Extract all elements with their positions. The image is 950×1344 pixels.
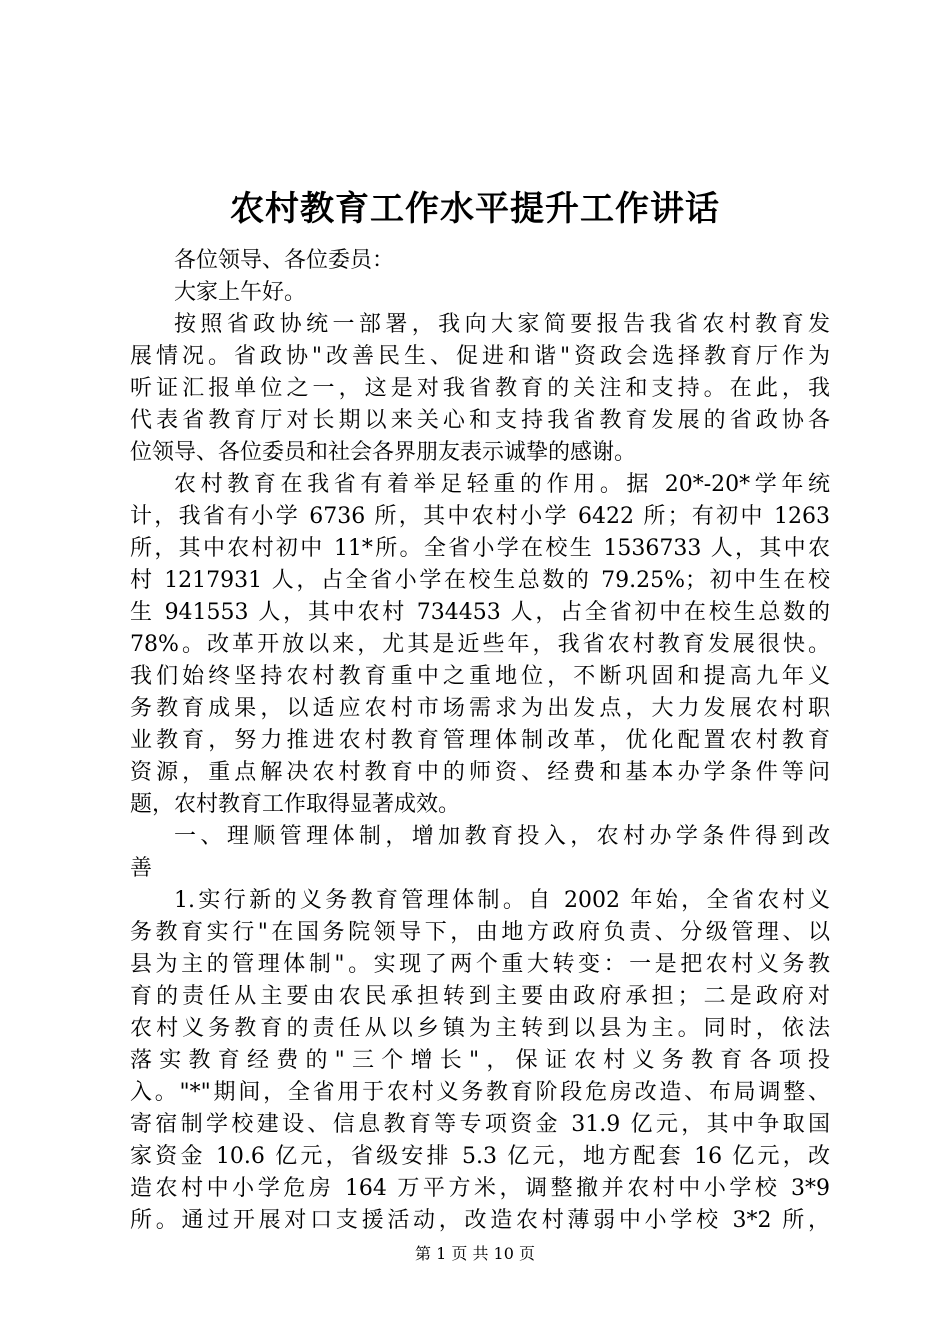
text-line: 县为主的管理体制"。实现了两个重大转变：一是把农村义务教 xyxy=(130,952,830,977)
text-line: 寄宿制学校建设、信息教育等专项资金 31.9 亿元，其中争取国 xyxy=(130,1112,830,1137)
text-line: 善 xyxy=(130,856,153,881)
text-line: 生 941553 人，其中农村 734453 人，占全省初中在校生总数的 xyxy=(130,600,830,625)
text-line: 育的责任从主要由农民承担转到主要由政府承担；二是政府对 xyxy=(130,984,830,1009)
text-line: 各位领导、各位委员： xyxy=(174,248,395,273)
text-line: 1.实行新的义务教育管理体制。自 2002 年始，全省农村义 xyxy=(174,888,830,913)
text-line: 我们始终坚持农村教育重中之重地位，不断巩固和提高九年义 xyxy=(130,664,830,689)
text-line: 农村义务教育的责任从以乡镇为主转到以县为主。同时，依法 xyxy=(130,1016,830,1041)
text-line: 务教育实行"在国务院领导下，由地方政府负责、分级管理、以 xyxy=(130,920,830,945)
text-line: 村 1217931 人，占全省小学在校生总数的 79.25%；初中生在校 xyxy=(130,568,830,593)
text-line: 大家上午好。 xyxy=(174,280,307,305)
text-line: 位领导、各位委员和社会各界朋友表示诚挚的感谢。 xyxy=(130,440,637,465)
text-line: 务教育成果，以适应农村市场需求为出发点，大力发展农村职 xyxy=(130,696,830,721)
text-line: 造农村中小学危房 164 万平方米，调整撤并农村中小学校 3*9 xyxy=(130,1176,830,1201)
text-line: 资源，重点解决农村教育中的师资、经费和基本办学条件等问 xyxy=(130,760,830,785)
text-line: 家资金 10.6 亿元，省级安排 5.3 亿元，地方配套 16 亿元，改 xyxy=(130,1144,830,1169)
text-line: 78%。改革开放以来，尤其是近些年，我省农村教育发展很快。 xyxy=(130,632,830,657)
text-line: 代表省教育厅对长期以来关心和支持我省教育发展的省政协各 xyxy=(130,408,830,433)
text-line: 落实教育经费的"三个增长"，保证农村义务教育各项投 xyxy=(130,1048,830,1073)
text-line: 一、理顺管理体制，增加教育投入，农村办学条件得到改 xyxy=(174,824,830,849)
text-line: 题，农村教育工作取得显著成效。 xyxy=(130,792,461,817)
page-footer: 第 1 页 共 10 页 xyxy=(415,1244,535,1263)
document-body xyxy=(130,210,830,1237)
text-line: 农村教育在我省有着举足轻重的作用。据 20*-20*学年统 xyxy=(174,472,830,497)
text-line: 按照省政协统一部署，我向大家简要报告我省农村教育发 xyxy=(174,312,830,337)
text-line: 入。"*"期间，全省用于农村义务教育阶段危房改造、布局调整、 xyxy=(130,1080,830,1105)
text-line: 业教育，努力推进农村教育管理体制改革，优化配置农村教育 xyxy=(130,728,830,753)
document-title: 农村教育工作水平提升工作讲话 xyxy=(230,189,720,229)
text-line: 所，其中农村初中 11*所。全省小学在校生 1536733 人，其中农 xyxy=(130,536,830,561)
text-line: 所。通过开展对口支援活动，改造农村薄弱中小学校 3*2 所， xyxy=(130,1208,830,1233)
text-line: 展情况。省政协"改善民生、促进和谐"资政会选择教育厅作为 xyxy=(130,344,830,369)
text-line: 听证汇报单位之一，这是对我省教育的关注和支持。在此，我 xyxy=(130,376,830,401)
text-line: 计，我省有小学 6736 所，其中农村小学 6422 所；有初中 1263 xyxy=(130,504,830,529)
